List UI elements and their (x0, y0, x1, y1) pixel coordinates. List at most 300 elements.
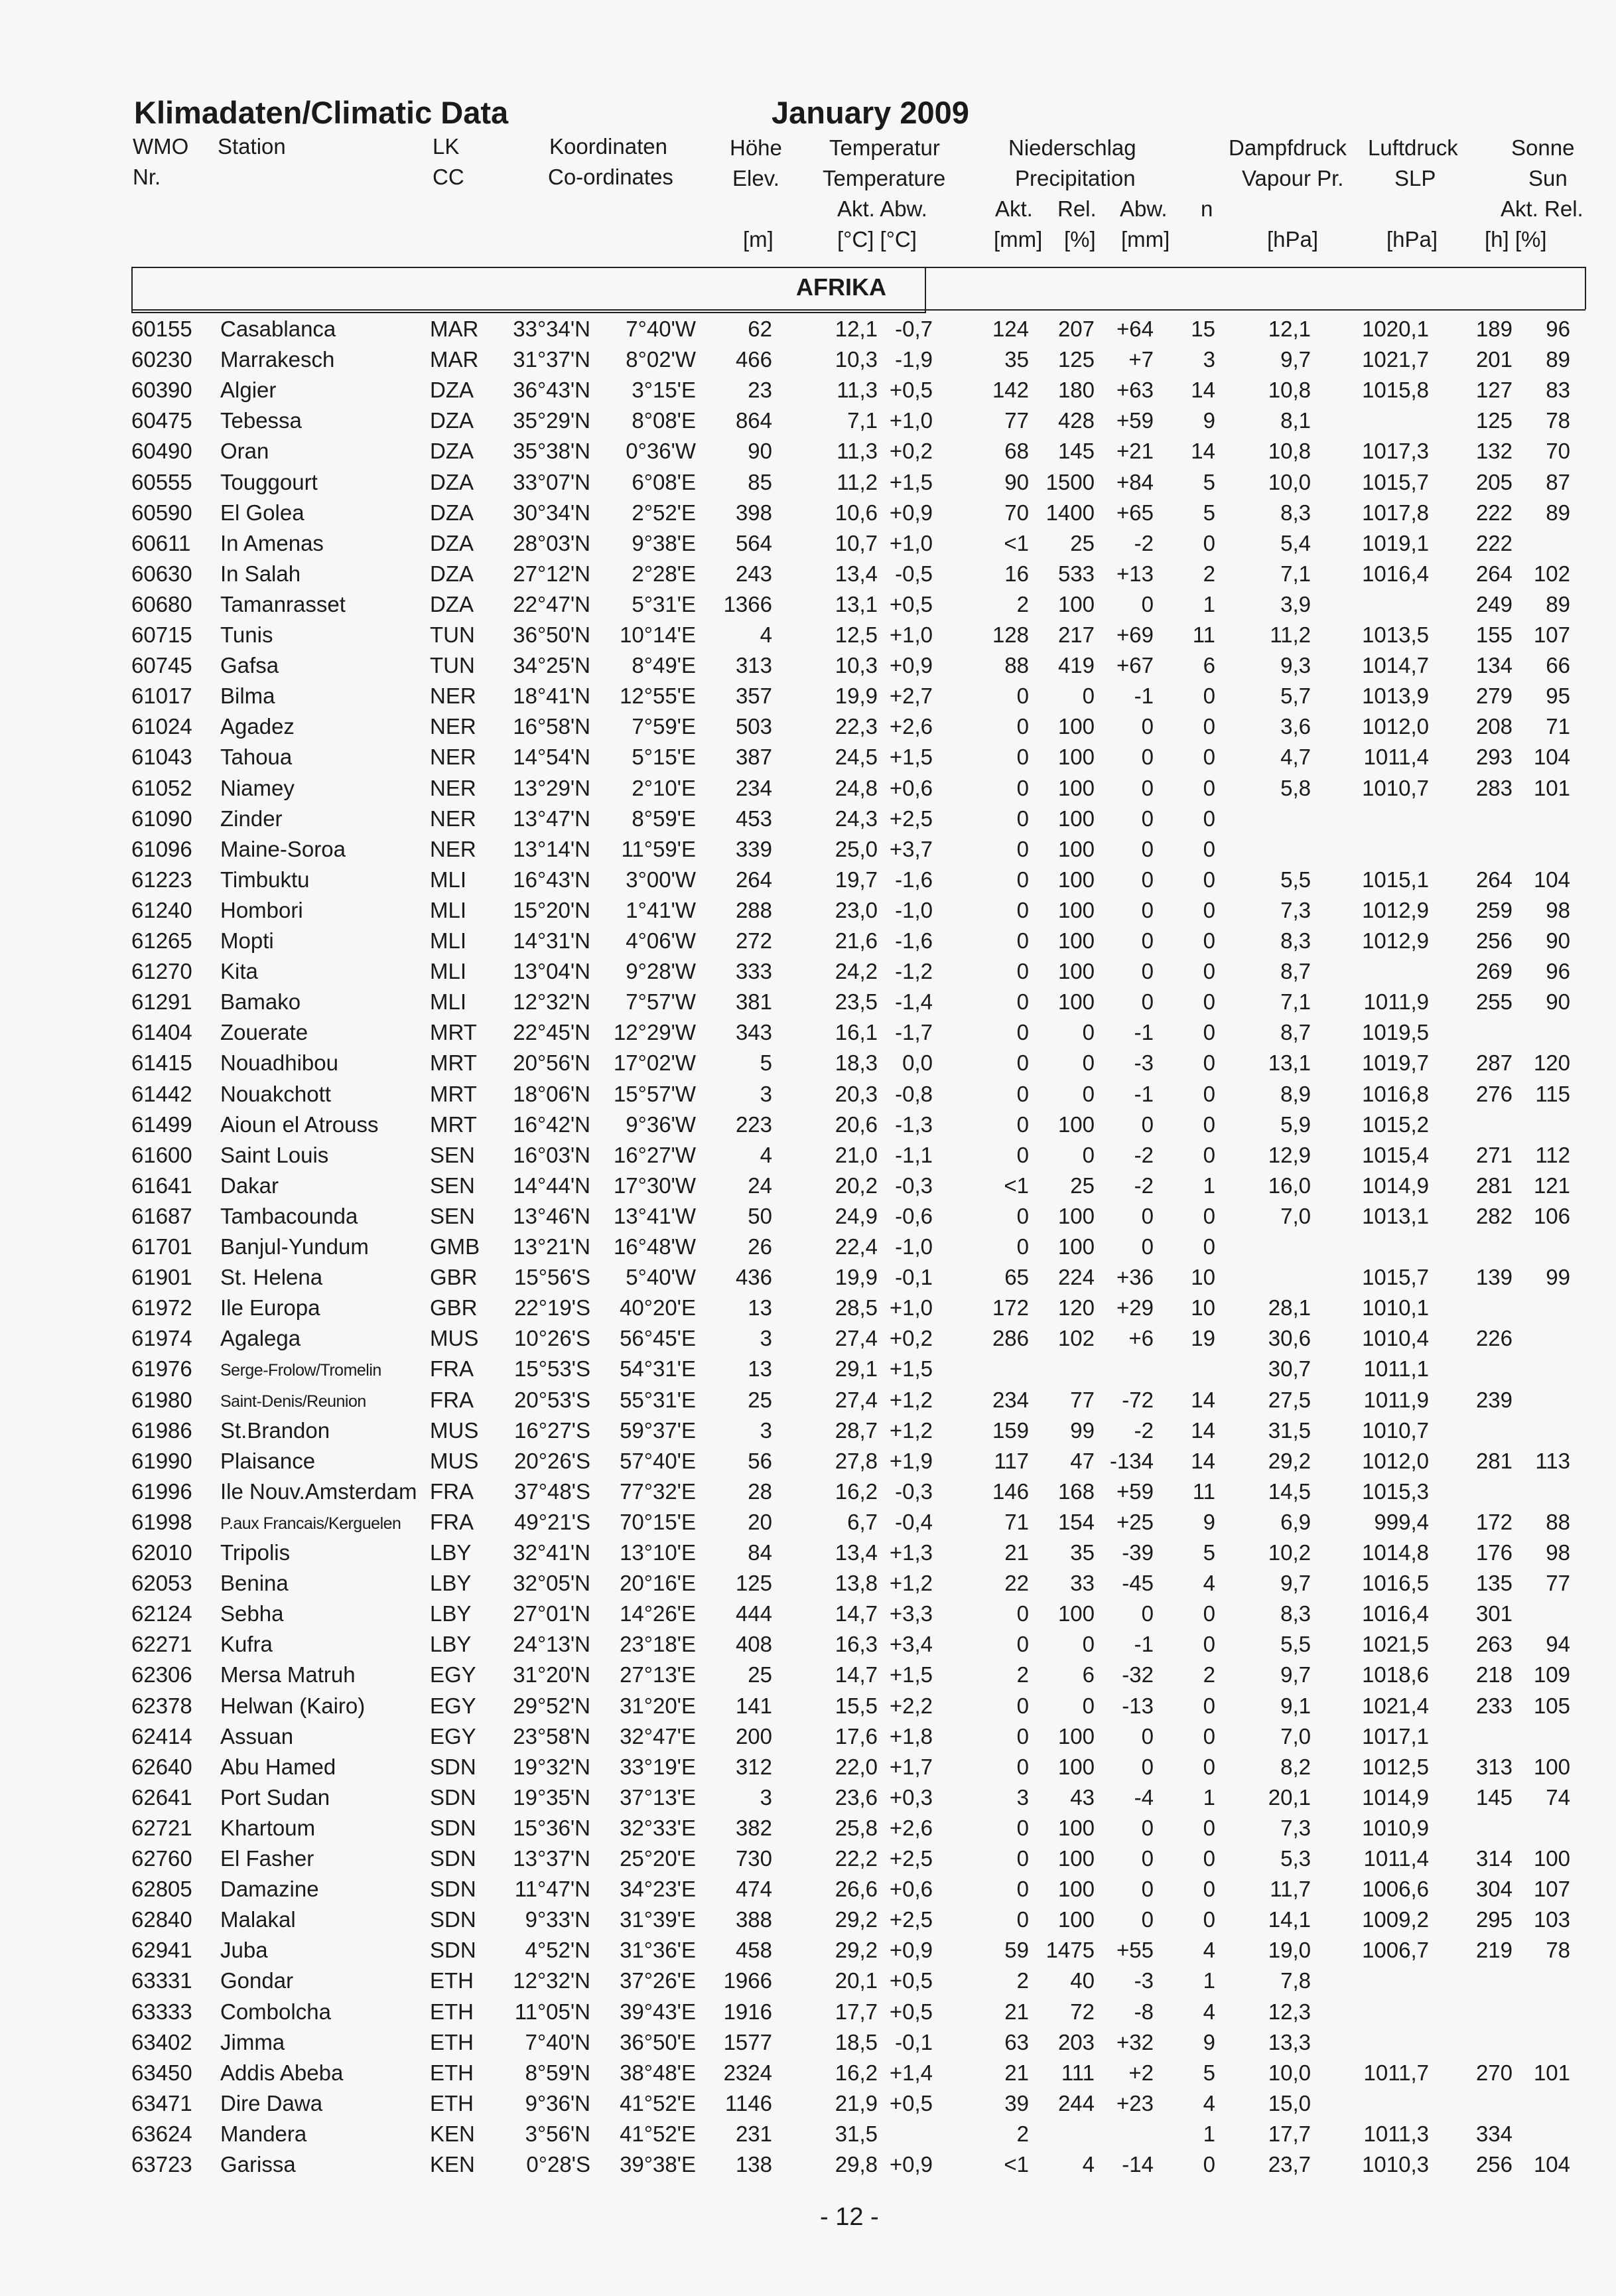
cell-lon: 16°27'W (613, 1142, 696, 1167)
cell-station: Oran (220, 439, 269, 464)
cell-station: Gondar (220, 1968, 294, 1993)
cell-n: 4 (1203, 1571, 1215, 1596)
table-row (0, 1843, 1616, 1873)
cell-p-abw: +65 (1116, 500, 1154, 525)
hdr-prec-unit-2: [%] (1064, 227, 1096, 251)
cell-p: 0 (1016, 897, 1029, 922)
table-row (0, 1690, 1616, 1721)
cell-lon: 39°43'E (620, 1999, 696, 2024)
cell-elev: 4 (760, 622, 772, 647)
cell-lon: 14°26'E (620, 1601, 696, 1626)
cell-lon: 6°08'E (632, 469, 696, 494)
cell-p: 0 (1016, 683, 1029, 709)
cell-sun-rel: 106 (1533, 1203, 1570, 1228)
cell-cc: DZA (430, 561, 474, 586)
cell-lat: 36°50'N (513, 622, 590, 647)
cell-slp: 1019,1 (1362, 530, 1429, 555)
cell-p-rel: 100 (1057, 1723, 1095, 1749)
cell-lon: 31°20'E (620, 1693, 696, 1718)
cell-n: 0 (1203, 928, 1215, 953)
cell-vp: 11,2 (1270, 622, 1311, 647)
cell-n: 1 (1203, 1784, 1215, 1810)
cell-vp: 11,7 (1270, 1877, 1311, 1902)
cell-p: <1 (1004, 1173, 1029, 1198)
cell-t: 16,3 (835, 1632, 878, 1657)
cell-t: 11,2 (837, 469, 878, 494)
cell-lon: 55°31'E (620, 1387, 696, 1412)
cell-lat: 31°37'N (513, 347, 590, 372)
cell-lon: 7°59'E (632, 714, 696, 739)
cell-p: 159 (992, 1417, 1029, 1443)
cell-station: Mersa Matruh (220, 1662, 356, 1687)
cell-p: 0 (1016, 1601, 1029, 1626)
table-row (0, 374, 1616, 405)
cell-lon: 36°50'E (620, 2029, 696, 2054)
cell-lat: 9°36'N (525, 2090, 590, 2116)
cell-n: 14 (1191, 378, 1215, 403)
cell-t-abw: +2,5 (889, 1846, 933, 1871)
hdr-slp: Luftdruck (1368, 135, 1458, 160)
table-row (0, 1200, 1616, 1231)
cell-slp: 1017,1 (1362, 1723, 1429, 1749)
table-row (0, 528, 1616, 558)
cell-sun-rel: 107 (1533, 622, 1570, 647)
cell-lon: 27°13'E (620, 1662, 696, 1687)
cell-p: 0 (1016, 989, 1029, 1015)
cell-cc: SEN (430, 1203, 475, 1228)
cell-elev: 288 (735, 897, 772, 922)
cell-station: Port Sudan (220, 1784, 330, 1810)
cell-wmo: 62941 (131, 1938, 192, 1963)
cell-station: Timbuktu (220, 867, 310, 892)
cell-wmo: 62010 (131, 1540, 192, 1565)
cell-lat: 16°27'S (514, 1417, 590, 1443)
hdr-elev: Höhe (730, 135, 782, 160)
table-row (0, 1415, 1616, 1445)
cell-sun-rel: 83 (1546, 378, 1570, 403)
cell-station: Tambacounda (220, 1203, 358, 1228)
cell-vp: 5,3 (1280, 1846, 1311, 1871)
cell-p: 286 (992, 1326, 1029, 1351)
cell-p-rel: 100 (1057, 1203, 1095, 1228)
table-row (0, 1384, 1616, 1415)
cell-sun-h: 201 (1475, 347, 1513, 372)
cell-elev: 333 (735, 959, 772, 984)
cell-station: In Salah (220, 561, 301, 586)
cell-sun-h: 135 (1475, 1571, 1513, 1596)
cell-sun-rel: 89 (1546, 591, 1570, 616)
cell-n: 9 (1203, 1509, 1215, 1534)
cell-p: 0 (1016, 1142, 1029, 1167)
cell-p-abw: 0 (1141, 897, 1154, 922)
cell-lon: 15°57'W (613, 1081, 696, 1106)
cell-elev: 453 (735, 806, 772, 831)
cell-station: Bilma (220, 683, 275, 709)
cell-elev: 2324 (723, 2060, 772, 2085)
cell-t: 13,4 (835, 561, 878, 586)
cell-lon: 2°28'E (632, 561, 696, 586)
cell-vp: 29,2 (1268, 1448, 1311, 1473)
cell-sun-h: 176 (1475, 1540, 1513, 1565)
cell-slp: 1015,2 (1362, 1112, 1429, 1137)
cell-sun-rel: 96 (1546, 317, 1570, 341)
cell-p-rel: 120 (1057, 1295, 1095, 1321)
cell-lon: 77°32'E (620, 1478, 696, 1504)
cell-lat: 11°05'N (514, 1999, 590, 2024)
cell-p-rel: 100 (1057, 806, 1095, 831)
cell-t-abw: +1,5 (889, 1662, 933, 1687)
cell-elev: 343 (735, 1020, 772, 1045)
cell-vp: 10,0 (1268, 2060, 1311, 2085)
cell-station: Mandera (220, 2121, 307, 2146)
cell-lon: 13°41'W (613, 1203, 696, 1228)
cell-p: <1 (1004, 2152, 1029, 2177)
cell-p-abw: -45 (1122, 1571, 1154, 1596)
cell-n: 0 (1203, 714, 1215, 739)
cell-lon: 13°10'E (620, 1540, 696, 1565)
cell-p: 21 (1004, 1540, 1029, 1565)
table-row (0, 1047, 1616, 1078)
cell-p-rel: 100 (1057, 714, 1095, 739)
cell-p: 0 (1016, 1234, 1029, 1259)
table-row (0, 313, 1616, 344)
table-row (0, 1323, 1616, 1353)
cell-elev: 50 (748, 1203, 772, 1228)
cell-n: 11 (1192, 1478, 1215, 1504)
cell-sun-h: 314 (1475, 1846, 1513, 1871)
cell-n: 0 (1203, 1601, 1215, 1626)
cell-t: 28,7 (835, 1417, 878, 1443)
cell-n: 5 (1203, 500, 1215, 525)
cell-t-abw: +0,5 (889, 378, 933, 403)
cell-sun-h: 276 (1475, 1081, 1513, 1106)
cell-vp: 23,7 (1268, 2152, 1311, 2177)
cell-elev: 141 (735, 1693, 772, 1718)
cell-p-abw: +25 (1116, 1509, 1154, 1534)
cell-sun-rel: 104 (1533, 2152, 1570, 2177)
cell-p-rel: 154 (1057, 1509, 1095, 1534)
cell-sun-h: 279 (1475, 683, 1513, 709)
cell-t-abw: +0,6 (889, 775, 933, 800)
cell-p-rel: 100 (1057, 867, 1095, 892)
cell-p: 2 (1016, 1662, 1029, 1687)
cell-n: 0 (1203, 806, 1215, 831)
cell-wmo: 61499 (131, 1112, 192, 1137)
cell-cc: LBY (430, 1571, 472, 1596)
cell-station: Maine-Soroa (220, 836, 346, 861)
table-row (0, 1109, 1616, 1139)
hdr-prec-akt: Akt. (995, 196, 1033, 221)
cell-station: P.aux Francais/Kerguelen (220, 1514, 401, 1533)
cell-wmo: 61043 (131, 745, 192, 770)
cell-vp: 5,9 (1280, 1112, 1311, 1137)
cell-t: 26,6 (835, 1877, 878, 1902)
cell-station: Damazine (220, 1877, 319, 1902)
cell-slp: 1012,9 (1362, 897, 1429, 922)
cell-lon: 7°57'W (626, 989, 696, 1015)
cell-lat: 22°45'N (513, 1020, 590, 1045)
cell-cc: NER (430, 745, 476, 770)
cell-p: 0 (1016, 775, 1029, 800)
cell-elev: 436 (735, 1265, 772, 1290)
cell-p-abw: 0 (1141, 1846, 1154, 1871)
cell-p: 0 (1016, 1815, 1029, 1840)
cell-p-rel: 100 (1057, 1815, 1095, 1840)
cell-t: 22,0 (835, 1754, 878, 1779)
cell-t: 29,2 (835, 1938, 878, 1963)
cell-elev: 381 (735, 989, 772, 1015)
hdr-sun-unit: [h] [%] (1485, 227, 1547, 251)
cell-p-rel: 6 (1082, 1662, 1095, 1687)
cell-n: 0 (1203, 1112, 1215, 1137)
cell-lon: 9°28'W (626, 959, 696, 984)
cell-vp: 8,3 (1280, 500, 1311, 525)
table-row (0, 1017, 1616, 1047)
cell-lat: 27°12'N (513, 561, 590, 586)
cell-lat: 16°42'N (513, 1112, 590, 1137)
cell-elev: 20 (748, 1509, 772, 1534)
cell-slp: 1015,8 (1362, 378, 1429, 403)
cell-t: 29,1 (835, 1356, 878, 1382)
cell-p-rel: 428 (1057, 408, 1095, 433)
cell-lon: 11°59'E (621, 836, 696, 861)
cell-sun-h: 134 (1475, 653, 1513, 678)
cell-p-abw: -2 (1134, 1417, 1154, 1443)
cell-p: 0 (1016, 1846, 1029, 1871)
cell-station: Assuan (220, 1723, 294, 1749)
hdr-wmo: WMO (133, 134, 189, 159)
cell-slp: 1021,4 (1362, 1693, 1429, 1718)
cell-t: 24,9 (835, 1203, 878, 1228)
cell-p-rel: 533 (1057, 561, 1095, 586)
cell-p: 68 (1004, 439, 1029, 464)
cell-wmo: 60590 (131, 500, 192, 525)
table-row (0, 925, 1616, 956)
cell-station: Tripolis (220, 1540, 291, 1565)
table-row (0, 558, 1616, 589)
cell-sun-rel: 90 (1546, 928, 1570, 953)
cell-sun-h: 239 (1475, 1387, 1513, 1412)
cell-n: 1 (1203, 2121, 1215, 2146)
cell-p: 39 (1004, 2090, 1029, 2116)
table-row (0, 803, 1616, 833)
cell-p-abw: +67 (1116, 653, 1154, 678)
cell-lon: 17°02'W (613, 1050, 696, 1076)
cell-elev: 272 (735, 928, 772, 953)
cell-elev: 90 (748, 439, 772, 464)
cell-elev: 1366 (723, 591, 772, 616)
hdr-prec-2: Precipitation (1015, 166, 1136, 190)
cell-slp: 1014,8 (1362, 1540, 1429, 1565)
cell-t-abw: +2,6 (889, 1815, 933, 1840)
cell-t: 7,1 (847, 408, 878, 433)
cell-station: Touggourt (220, 469, 318, 494)
cell-p: 2 (1016, 1968, 1029, 1993)
table-row (0, 619, 1616, 650)
cell-vp: 8,3 (1280, 1601, 1311, 1626)
table-row (0, 1659, 1616, 1689)
cell-station: Helwan (Kairo) (220, 1693, 366, 1718)
cell-vp: 10,8 (1268, 378, 1311, 403)
cell-sun-rel: 88 (1546, 1509, 1570, 1534)
cell-lon: 20°16'E (620, 1571, 696, 1596)
cell-t-abw: +2,6 (889, 714, 933, 739)
cell-sun-rel: 89 (1546, 347, 1570, 372)
cell-lat: 13°37'N (513, 1846, 590, 1871)
cell-sun-h: 139 (1475, 1265, 1513, 1290)
cell-cc: MRT (430, 1081, 477, 1106)
cell-cc: MUS (430, 1326, 479, 1351)
cell-station: Algier (220, 378, 277, 403)
cell-slp: 1018,6 (1362, 1662, 1429, 1687)
cell-lon: 0°36'W (626, 439, 696, 464)
cell-sun-h: 155 (1475, 622, 1513, 647)
cell-n: 0 (1203, 1877, 1215, 1902)
cell-p-rel: 0 (1082, 1050, 1095, 1076)
hdr-station: Station (218, 134, 286, 159)
cell-sun-h: 271 (1475, 1142, 1513, 1167)
cell-cc: SEN (430, 1173, 475, 1198)
cell-lon: 9°36'W (626, 1112, 696, 1137)
hdr-sun-2: Sun (1528, 166, 1568, 190)
cell-t: 20,1 (835, 1968, 878, 1993)
cell-cc: SEN (430, 1142, 475, 1167)
cell-sun-rel: 99 (1546, 1265, 1570, 1290)
cell-p-rel: 25 (1070, 530, 1095, 555)
cell-elev: 458 (735, 1938, 772, 1963)
cell-elev: 382 (735, 1815, 772, 1840)
table-row (0, 895, 1616, 925)
cell-wmo: 62053 (131, 1571, 192, 1596)
cell-station: Hombori (220, 897, 303, 922)
cell-lon: 5°15'E (632, 745, 696, 770)
cell-t-abw: +1,8 (889, 1723, 933, 1749)
cell-lon: 12°29'W (613, 1020, 696, 1045)
cell-lat: 14°44'N (513, 1173, 590, 1198)
cell-t-abw: +1,5 (889, 745, 933, 770)
cell-t-abw: +2,7 (889, 683, 933, 709)
cell-t-abw: -0,1 (895, 1265, 933, 1290)
cell-sun-rel: 107 (1533, 1877, 1570, 1902)
cell-slp: 1010,4 (1362, 1326, 1429, 1351)
cell-station: Mopti (220, 928, 274, 953)
cell-p-rel: 100 (1057, 1754, 1095, 1779)
cell-p-abw: 0 (1141, 836, 1154, 861)
table-row (0, 466, 1616, 497)
cell-station: Plaisance (220, 1448, 316, 1473)
table-row (0, 1782, 1616, 1812)
cell-cc: LBY (430, 1632, 472, 1657)
cell-sun-h: 301 (1475, 1601, 1513, 1626)
cell-p: 2 (1016, 591, 1029, 616)
cell-elev: 339 (735, 836, 772, 861)
cell-lat: 27°01'N (513, 1601, 590, 1626)
cell-p: 35 (1004, 347, 1029, 372)
cell-sun-rel: 100 (1533, 1754, 1570, 1779)
cell-p: 124 (992, 317, 1029, 341)
cell-t: 10,7 (835, 530, 878, 555)
cell-lon: 8°08'E (632, 408, 696, 433)
cell-n: 0 (1203, 897, 1215, 922)
cell-sun-rel: 104 (1533, 867, 1570, 892)
cell-t: 22,3 (835, 714, 878, 739)
table-row (0, 650, 1616, 680)
cell-sun-rel: 94 (1546, 1632, 1570, 1657)
cell-vp: 5,4 (1280, 530, 1311, 555)
cell-n: 4 (1203, 1938, 1215, 1963)
cell-t-abw: -0,3 (895, 1173, 933, 1198)
cell-t: 13,8 (835, 1571, 878, 1596)
table-row (0, 1506, 1616, 1537)
cell-p-rel: 100 (1057, 897, 1095, 922)
cell-lat: 22°47'N (513, 591, 590, 616)
table-row (0, 1292, 1616, 1323)
cell-wmo: 61974 (131, 1326, 192, 1351)
cell-slp: 1011,7 (1363, 2060, 1429, 2085)
cell-p-rel: 0 (1082, 1081, 1095, 1106)
cell-p: 21 (1004, 1999, 1029, 2024)
cell-vp: 7,0 (1280, 1723, 1311, 1749)
cell-elev: 466 (735, 347, 772, 372)
cell-vp: 16,0 (1268, 1173, 1311, 1198)
cell-sun-h: 205 (1475, 469, 1513, 494)
cell-elev: 864 (735, 408, 772, 433)
cell-station: Sebha (220, 1601, 284, 1626)
cell-lon: 37°26'E (620, 1968, 696, 1993)
cell-sun-rel: 102 (1533, 561, 1570, 586)
cell-t-abw: +0,9 (889, 500, 933, 525)
cell-t-abw: -1,6 (895, 867, 933, 892)
cell-t: 22,2 (835, 1846, 878, 1871)
cell-t-abw: +0,5 (889, 2090, 933, 2116)
cell-p-abw: -32 (1122, 1662, 1154, 1687)
cell-station: Gafsa (220, 653, 279, 678)
cell-wmo: 61442 (131, 1081, 192, 1106)
cell-p-abw: 0 (1141, 1754, 1154, 1779)
cell-lat: 18°06'N (513, 1081, 590, 1106)
cell-slp: 1015,3 (1362, 1478, 1429, 1504)
cell-sun-h: 125 (1475, 408, 1513, 433)
cell-p-abw: -1 (1134, 1632, 1154, 1657)
cell-lat: 20°26'S (514, 1448, 590, 1473)
cell-slp: 1011,1 (1363, 1356, 1429, 1382)
cell-n: 0 (1203, 1754, 1215, 1779)
cell-lon: 8°59'E (632, 806, 696, 831)
cell-p: 0 (1016, 714, 1029, 739)
hdr-temp-2: Temperature (823, 166, 946, 190)
cell-t-abw: +1,2 (889, 1387, 933, 1412)
cell-cc: DZA (430, 378, 474, 403)
cell-lon: 41°52'E (620, 2090, 696, 2116)
cell-cc: LBY (430, 1540, 472, 1565)
table-row (0, 1812, 1616, 1843)
cell-station: Bamako (220, 989, 301, 1015)
cell-elev: 503 (735, 714, 772, 739)
cell-lat: 28°03'N (513, 530, 590, 555)
cell-cc: FRA (430, 1356, 474, 1382)
cell-p-rel: 35 (1070, 1540, 1095, 1565)
cell-vp: 7,3 (1280, 1815, 1311, 1840)
cell-vp: 7,0 (1280, 1203, 1311, 1228)
cell-vp: 10,8 (1268, 439, 1311, 464)
cell-p-abw: -39 (1122, 1540, 1154, 1565)
cell-t: 21,0 (835, 1142, 878, 1167)
cell-p-abw: -1 (1134, 1020, 1154, 1045)
cell-sun-rel: 74 (1546, 1784, 1570, 1810)
cell-sun-h: 222 (1475, 500, 1513, 525)
cell-sun-rel: 115 (1535, 1081, 1570, 1106)
cell-cc: TUN (430, 622, 475, 647)
